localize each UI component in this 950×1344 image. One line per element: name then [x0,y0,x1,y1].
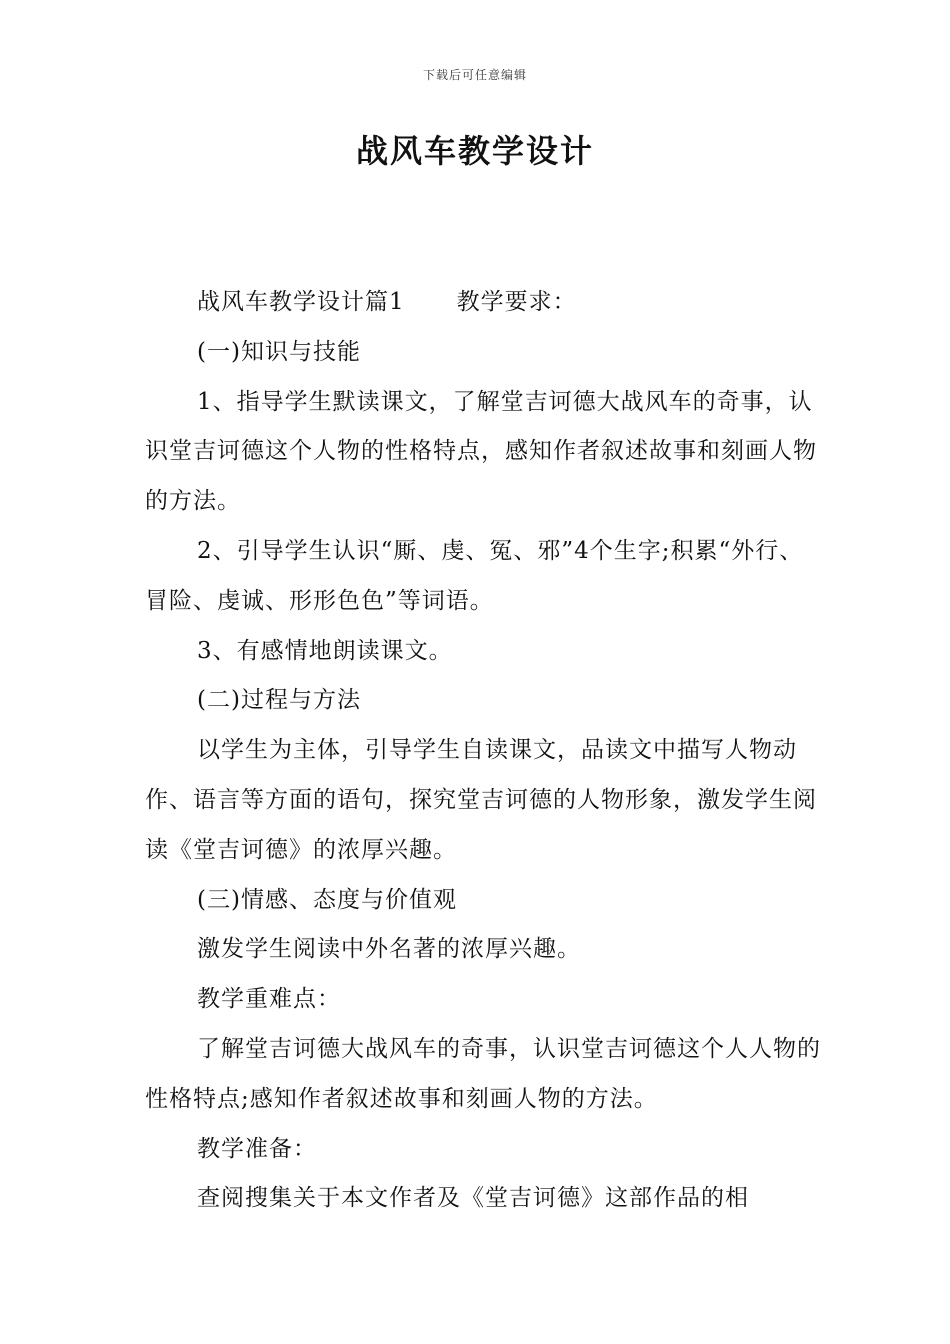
paragraph: 2、引导学生认识“厮、虔、冤、邪”4个生字;积累“外行、冒险、虔诚、形形色色”等词语。 [145,537,804,614]
paragraph: 查阅搜集关于本文作者及《堂吉诃德》这部作品的相 [197,1185,749,1212]
paragraph: (二)过程与方法 [197,687,361,714]
paragraph: 了解堂吉诃德大战风车的奇事，认识堂吉诃德这个人人物的性格特点;感知作者叙述故事和刻画人物的方法。 [145,1035,821,1112]
paragraph: 教学准备： [197,1135,317,1162]
header-note: 下载后可任意编辑 [422,68,527,82]
paragraph: (一)知识与技能 [197,338,361,365]
paragraph-intro [145,278,825,328]
subsection-label: 教学要求： [456,289,577,315]
document-body [145,278,825,1224]
paragraph: 激发学生阅读中外名著的浓厚兴趣。 [197,936,581,963]
section-heading: 战风车教学设计篇1 [197,289,405,315]
paragraph: 3、有感情地朗读课文。 [197,637,453,664]
document-title: 战风车教学设计 [355,132,594,170]
paragraph: 教学重难点： [197,986,341,1013]
paragraph: (三)情感、态度与价值观 [197,886,457,913]
paragraph: 1、指导学生默读课文，了解堂吉诃德大战风车的奇事，认识堂吉诃德这个人物的性格特点，感知作者叙述故事和刻画人物的方法。 [145,388,817,515]
paragraph: 以学生为主体，引导学生自读课文，品读文中描写人物动作、语言等方面的语句，探究堂吉诃德的人物形象，激发学生阅读《堂吉诃德》的浓厚兴趣。 [145,737,817,863]
